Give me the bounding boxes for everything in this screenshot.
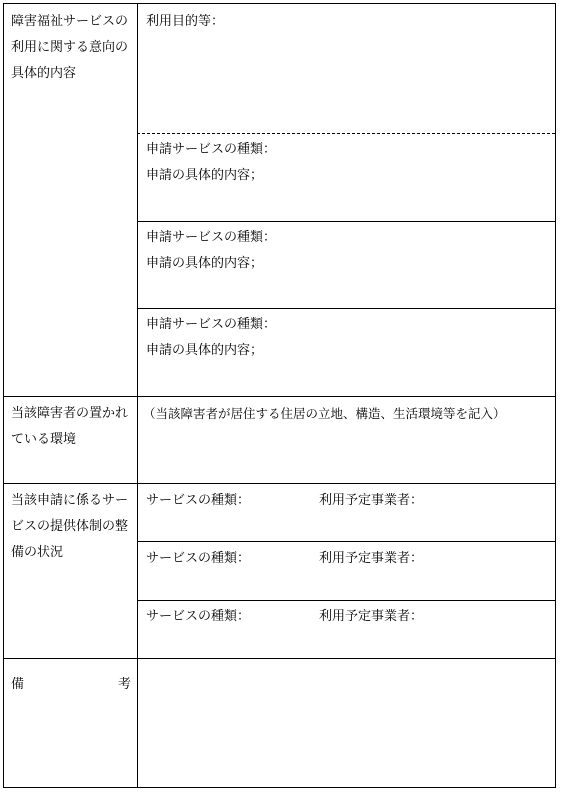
remarks-label-char-2: 考 — [117, 677, 131, 692]
provision-3-provider-label: 利用予定事業者： — [319, 609, 424, 624]
request-2-detail-label: 申請の具体的内容； — [146, 256, 264, 271]
request-1-type-label: 申請サービスの種類： — [146, 142, 277, 157]
purpose-label: 利用目的等： — [146, 14, 225, 29]
section-divider — [4, 483, 555, 484]
intent-section-label: 障害福祉サービスの利用に関する意向の具体的内容 — [11, 14, 129, 81]
purpose-divider — [137, 133, 555, 134]
application-form-table — [3, 3, 556, 788]
section-divider — [4, 658, 555, 659]
request-divider — [137, 308, 555, 309]
provision-1-provider-label: 利用予定事業者： — [319, 493, 424, 508]
provision-section-label: 当該申請に係るサービスの提供体制の整備の状況 — [11, 493, 129, 560]
remarks-label — [11, 672, 131, 698]
environment-note: （当該障害者が居住する住居の立地、構造、生活環境等を記入） — [143, 406, 506, 421]
request-1-detail-label: 申請の具体的内容； — [146, 168, 264, 183]
remarks-label-char-1: 備 — [11, 677, 25, 692]
provision-2-provider-label: 利用予定事業者： — [319, 551, 424, 566]
provision-1-service-label: サービスの種類： — [146, 493, 251, 508]
environment-section-label: 当該障害者の置かれている環境 — [11, 406, 129, 447]
provision-2-service-label: サービスの種類： — [146, 551, 251, 566]
request-3-type-label: 申請サービスの種類： — [146, 317, 277, 332]
provision-divider — [137, 600, 555, 601]
request-divider — [137, 221, 555, 222]
request-2-type-label: 申請サービスの種類： — [146, 230, 277, 245]
section-divider — [4, 396, 555, 397]
provision-3-service-label: サービスの種類： — [146, 609, 251, 624]
remarks-field[interactable] — [146, 672, 546, 772]
request-3-detail-label: 申請の具体的内容； — [146, 343, 264, 358]
provision-divider — [137, 541, 555, 542]
